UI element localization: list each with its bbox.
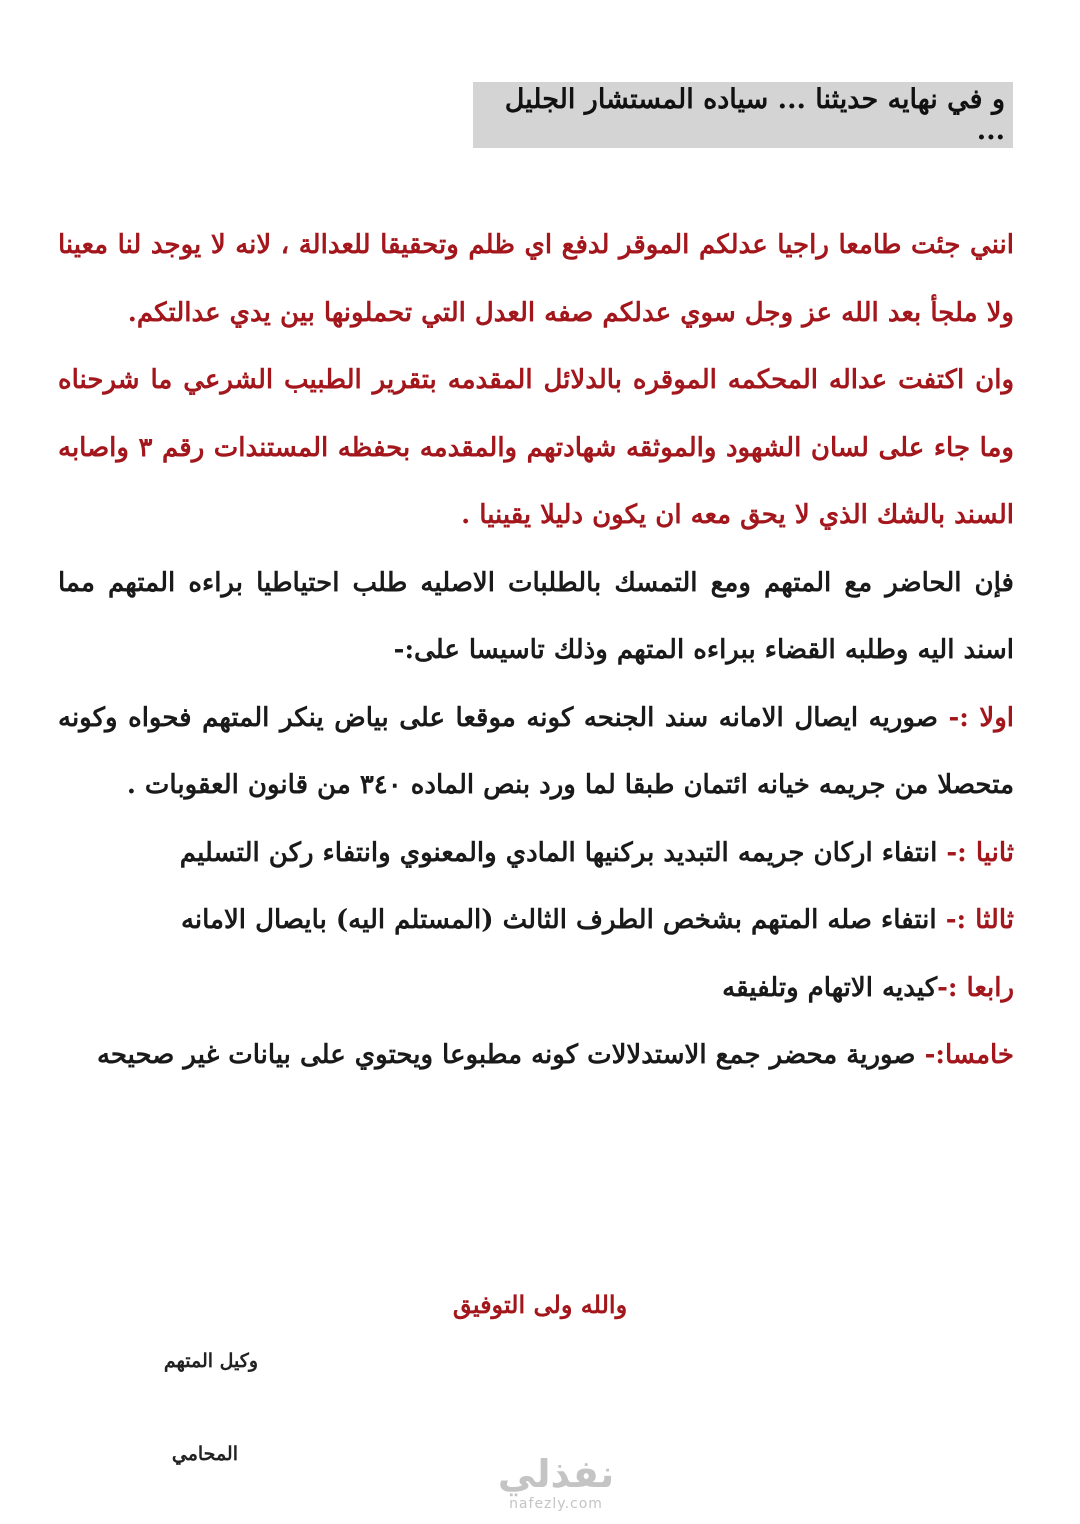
document-body (58, 212, 1014, 1090)
item-text: صورية محضر جمع الاستدلالات كونه مطبوعا ويحتوي على بيانات غير صحيحه (96, 1040, 925, 1070)
item-fifth (58, 1022, 1014, 1090)
evidence-paragraph: وان اكتفت عداله المحكمه الموقره بالدلائل المقدمه بتقرير الطبيب الشرعي ما شرحناه وما جاء على لسان الشهود والموثقه شهادتهم والمقدمه بحفظه المستندات رقم ٣ واصابه السند بالشك الذي لا يحق معه ان يكون دليلا يقينيا . (58, 365, 1014, 530)
request-paragraph: فإن الحاضر مع المتهم ومع التمسك بالطلبات الاصليه طلب احتياطيا براءه المتهم مما اسند اليه وطلبه القضاء ببراءه المتهم وذلك تاسيسا على:- (58, 567, 1014, 665)
item-text: انتفاء صله المتهم بشخص الطرف الثالث (المستلم اليه) بايصال الامانه (180, 905, 946, 935)
signature-agent: وكيل المتهم (163, 1350, 258, 1372)
intro-paragraph: انني جئت طامعا راجيا عدلكم الموقر لدفع اي ظلم وتحقيقا للعدالة ، لانه لا يوجد لنا معينا ولا ملجأ بعد الله عز وجل سوي عدلكم صفه العدل التي تحملونها بين يدي عدالتكم. (58, 230, 1014, 328)
item-text: انتفاء اركان جريمه التبديد بركنيها المادي والمعنوي وانتفاء ركن التسليم (179, 837, 947, 868)
watermark-arabic: نفذلي (497, 1452, 615, 1496)
item-label: اولا :- (948, 702, 1014, 733)
item-label: ثالثا :- (945, 905, 1014, 935)
item-first (58, 685, 1014, 820)
item-fourth (58, 955, 1014, 1023)
item-second (58, 820, 1014, 888)
header-title: و في نهايه حديثنا ... سياده المستشار الجليل ... (504, 84, 1005, 146)
closing-line: والله ولى التوفيق (452, 1290, 628, 1319)
header-banner (473, 82, 1013, 148)
watermark (476, 1452, 636, 1512)
item-label: خامسا:- (924, 1040, 1014, 1070)
signature-lawyer: المحامي (171, 1443, 238, 1465)
item-label: رابعا :- (937, 972, 1014, 1003)
item-third (58, 887, 1014, 955)
item-text: كيديه الاتهام وتلفيقه (722, 972, 938, 1003)
item-text: صوريه ايصال الامانه سند الجنحه كونه موقعا على بياض ينكر المتهم فحواه وكونه متحصلا من جريمه خيانه ائتمان طبقا لما ورد بنص الماده ٣٤٠ من قانون العقوبات . (58, 702, 1014, 800)
watermark-latin: nafezly.com (509, 1496, 603, 1512)
item-label: ثانيا :- (946, 837, 1014, 868)
